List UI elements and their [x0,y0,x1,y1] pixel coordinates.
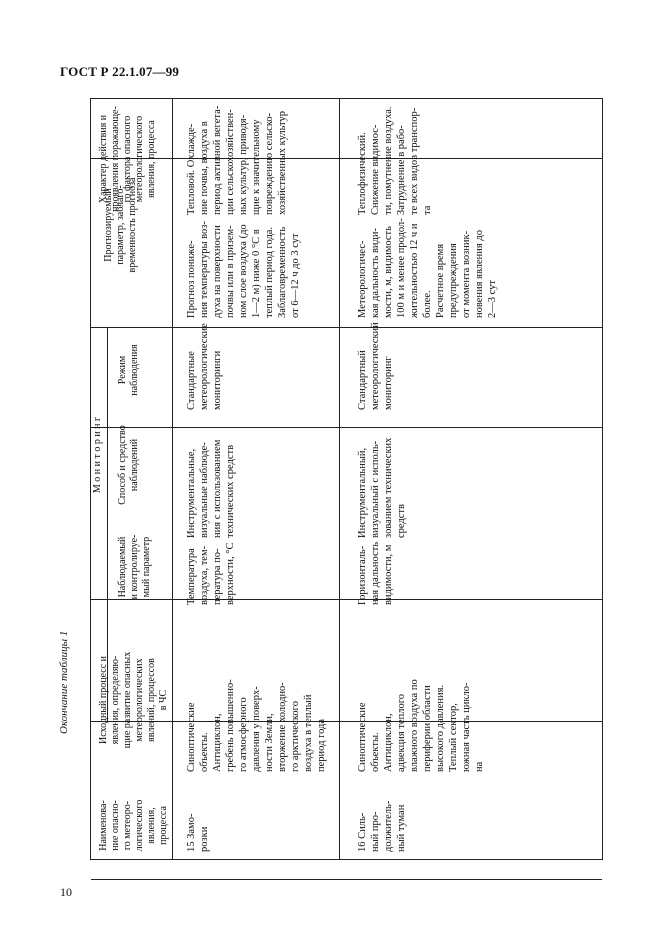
rule-after-name [91,158,602,159]
rule-after-header [172,99,173,859]
header-monitoring: М о н и т о р и н г [92,416,103,494]
row-16-method: Инструментальный, визуальный с исполь- зованием технических средств [357,437,407,538]
standard-code: ГОСТ Р 22.1.07—99 [60,64,180,79]
rule-after-row-15 [339,99,340,859]
header-mode: Режим наблюдения [117,344,140,396]
row-15-forecast: Прогноз понижe- ния температуры воз- духа на поверхности почвы или в призем- ном слое воздуха (до 1—2 м) ниже 0 °С в теплый период года. Заблаговременность от 6—12 ч до 3 сут [186,221,301,318]
row-15-mode: Стандартные метеорологические мониторинги [186,323,223,410]
row-16-source: Синоптические объекты. Антициклон, адвекция теплого влажного воздуха по периферии области высокого давления. Теплый сектор, южная часть цикло- на [357,679,485,772]
header-forecast: Прогнозируемый параметр, заблаго- временность прогноза [103,177,138,273]
rule-after-param [91,427,602,428]
page-number: 10 [60,885,72,899]
rule-after-source [91,327,602,328]
header-source-process: Исходный процесс и явления, определяю- щие развитие опасных метеорологических явлений, процессов в ЧС [98,651,169,749]
header-method: Способ и средство наблюдений [117,425,140,505]
row-16-impact: Теплофизический. Снижение видимос- ти, помутнение воздуха. Затруднение в рабо- те всех видов транспор- та [357,106,433,215]
row-16-observed-param: Горизонталь- ная дальность видимости, м [357,541,394,605]
row-15-observed-param: Температура воздуха, тем- пература по- верхности, °С [186,542,236,605]
row-16-mode: Стандартный метеорологический мониторинг [357,322,394,410]
header-impact: Характер действия и проявления поражающе- го фактора опасного метеорологического явления, процесса [98,106,157,212]
table-caption: Окончание таблицы 1 [58,630,70,734]
row-16-forecast: Метеорологичес- кая дальность види- мости, м, видимость 100 м и менее продол- жительностью 12 ч и более. Расчетное время предупреждения от момента возник- новения явления до 2—3 сут [357,218,498,318]
rule-after-method [91,599,602,600]
rule-after-forecast [91,879,602,880]
row-15-source: Синоптические объекты. Антициклон, гребень повышенно- го атмосферного давления у поверх- ности Земли, вторжение холодно- го арктического воздуха в теплый период года [186,679,327,772]
row-15-name: 15 Замо- розки [186,813,210,852]
row-15-method: Инструментальные, визуальные наблюде- ния с использованием технических средств [186,439,236,538]
row-16-name: 16 Силь- ный про- должитель- ный туман [357,800,407,852]
header-hazard-name: Наименова- ние опасно- го метеоро- логического явления, процесса [98,799,169,852]
row-15-impact: Тепловой. Охлажде- ние почвы, воздуха в период активной вегета- ции сельскохозяйствен- ных культур, приводя- щие к значительному повреждению сельско- хозяйственных культур [186,105,288,215]
header-observed-param: Наблюдаемый и контролируе- мый параметр [117,534,152,600]
